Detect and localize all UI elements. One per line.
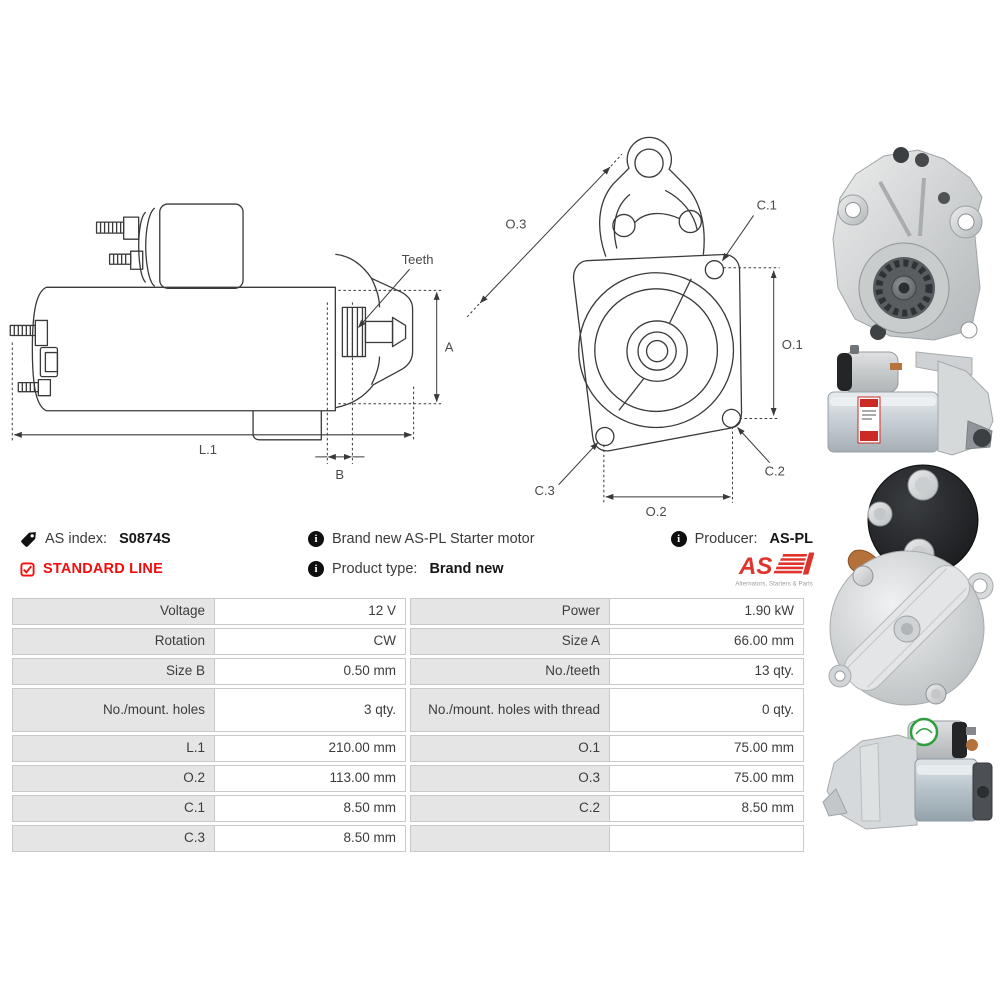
front-dimension-lines — [467, 154, 780, 503]
spec-value: 0 qty. — [609, 688, 804, 732]
info-icon: i — [308, 531, 324, 547]
dim-label-o1: O.1 — [781, 337, 803, 353]
spec-row — [12, 795, 805, 822]
spec-label: C.1 — [12, 795, 215, 822]
spec-label: C.3 — [12, 825, 215, 852]
logo-text: AS — [739, 553, 773, 580]
dim-label-o3: O.3 — [505, 216, 527, 232]
dim-label-o2: O.2 — [645, 503, 667, 519]
product-type-value: Brand new — [429, 561, 504, 577]
spec-value: CW — [214, 628, 406, 655]
spec-label — [410, 825, 610, 852]
spec-value: 1.90 kW — [609, 598, 804, 625]
front-view-drawing — [455, 128, 817, 530]
spec-value: 13 qty. — [609, 658, 804, 685]
spec-value: 3 qty. — [214, 688, 406, 732]
spec-label: O.2 — [12, 765, 215, 792]
spec-value: 12 V — [214, 598, 406, 625]
checkbox-icon — [20, 562, 35, 577]
product-type-label: Product type: — [332, 561, 418, 577]
product-photo-front — [822, 140, 994, 352]
spec-table — [12, 598, 805, 855]
spec-value: 75.00 mm — [609, 765, 804, 792]
spec-value: 75.00 mm — [609, 735, 804, 762]
logo-tagline: Alternators, Starters & Parts — [735, 581, 813, 588]
spec-label: O.3 — [410, 765, 610, 792]
spec-value: 8.50 mm — [214, 825, 406, 852]
starter-front-outline — [574, 137, 742, 450]
as-index-row — [20, 529, 171, 549]
spec-row — [12, 735, 805, 762]
product-photo-rear — [823, 458, 995, 718]
info-icon: i — [308, 561, 324, 577]
product-description: Brand new AS-PL Starter motor — [332, 531, 535, 547]
product-photo-side-2 — [820, 713, 998, 845]
as-pl-logo — [730, 551, 814, 589]
spec-label: No./teeth — [410, 658, 610, 685]
standard-line-row — [20, 559, 163, 579]
product-type-row — [308, 559, 504, 579]
dim-label-c2: C.2 — [764, 463, 785, 479]
tag-icon — [20, 531, 37, 548]
spec-row — [12, 598, 805, 625]
spec-row — [12, 825, 805, 852]
spec-value: 8.50 mm — [214, 795, 406, 822]
spec-label: C.2 — [410, 795, 610, 822]
producer-label: Producer: — [694, 531, 758, 547]
producer-row — [671, 529, 813, 549]
spec-value: 113.00 mm — [214, 765, 406, 792]
spec-value: 0.50 mm — [214, 658, 406, 685]
description-row — [308, 529, 535, 549]
spec-label: No./mount. holes with thread — [410, 688, 610, 732]
spec-row — [12, 658, 805, 685]
spec-label: Voltage — [12, 598, 215, 625]
spec-value — [609, 825, 804, 852]
spec-label: L.1 — [12, 735, 215, 762]
spec-label: No./mount. holes — [12, 688, 215, 732]
dim-label-a: A — [444, 339, 454, 355]
spec-label: Size A — [410, 628, 610, 655]
standard-line-label: STANDARD LINE — [43, 561, 163, 577]
as-index-value: S0874S — [119, 531, 171, 547]
dim-label-l1: L.1 — [198, 441, 218, 457]
spec-label: Power — [410, 598, 610, 625]
spec-value: 66.00 mm — [609, 628, 804, 655]
spec-value: 210.00 mm — [214, 735, 406, 762]
info-icon: i — [671, 531, 687, 547]
product-photo-side — [820, 345, 998, 466]
dim-label-c1: C.1 — [756, 197, 777, 213]
spec-label: O.1 — [410, 735, 610, 762]
dim-label-teeth: Teeth — [401, 252, 434, 268]
producer-value: AS-PL — [769, 531, 813, 547]
spec-row — [12, 688, 805, 732]
as-index-label: AS index: — [45, 531, 108, 547]
spec-label: Rotation — [12, 628, 215, 655]
dim-label-c3: C.3 — [534, 482, 555, 498]
dim-label-b: B — [335, 466, 345, 482]
spec-value: 8.50 mm — [609, 795, 804, 822]
logo-stripes — [773, 553, 814, 575]
spec-row — [12, 765, 805, 792]
spec-label: Size B — [12, 658, 215, 685]
side-view-drawing — [4, 190, 456, 491]
spec-row — [12, 628, 805, 655]
